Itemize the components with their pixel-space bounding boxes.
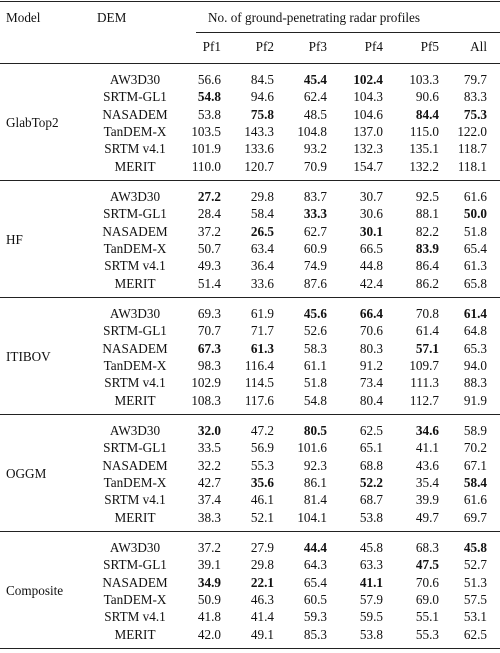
value-cell-pf5: 57.1: [415, 340, 439, 356]
value-cell-all: 70.2: [463, 440, 487, 456]
value-cell-pf1: 101.9: [191, 141, 221, 157]
value-cell-all: 122.0: [457, 123, 487, 139]
value-cell-pf2: 29.8: [250, 557, 274, 573]
value-cell-pf1: 33.5: [197, 440, 221, 456]
group-separator: [0, 180, 500, 181]
value-cell-pf5: 55.1: [415, 609, 439, 625]
model-label: HF: [6, 232, 23, 248]
group-separator: [0, 414, 500, 415]
value-cell-pf1: 102.9: [191, 375, 221, 391]
value-cell-all: 88.3: [463, 375, 487, 391]
value-cell-pf4: 41.1: [359, 574, 383, 590]
group-separator: [0, 297, 500, 298]
dem-label: AW3D30: [109, 423, 161, 438]
value-cell-pf5: 115.0: [409, 123, 439, 139]
model-label: GlabTop2: [6, 115, 59, 131]
dem-label: AW3D30: [109, 189, 161, 204]
value-cell-pf4: 68.8: [359, 457, 383, 473]
dem-label: TanDEM-X: [103, 357, 167, 373]
dem-label: SRTM v4.1: [104, 609, 166, 625]
model-label: Composite: [6, 583, 64, 599]
value-cell-pf4: 30.1: [359, 223, 383, 239]
header-model: Model: [6, 10, 41, 25]
value-cell-pf5: 35.4: [415, 474, 439, 490]
value-cell-pf4: 102.4: [353, 72, 383, 87]
value-cell-pf2: 114.5: [244, 375, 274, 391]
value-cell-pf2: 71.7: [250, 323, 274, 339]
value-cell-pf2: 41.4: [250, 609, 274, 625]
dem-label: TanDEM-X: [103, 240, 167, 256]
value-cell-pf5: 92.5: [415, 189, 439, 204]
dem-label: SRTM-GL1: [103, 557, 167, 573]
value-cell-all: 51.8: [463, 223, 487, 239]
value-cell-pf5: 49.7: [415, 509, 439, 525]
dem-label: AW3D30: [109, 540, 161, 555]
value-cell-pf4: 91.2: [359, 357, 383, 373]
value-cell-pf3: 81.4: [303, 492, 327, 508]
value-cell-pf2: 49.1: [250, 626, 274, 642]
value-cell-pf3: 45.4: [303, 72, 327, 87]
column-header-all: All: [470, 39, 487, 54]
value-cell-all: 69.7: [463, 509, 487, 525]
value-cell-pf1: 70.7: [197, 323, 221, 339]
value-cell-pf3: 83.7: [303, 189, 327, 204]
value-cell-pf2: 117.6: [244, 392, 274, 408]
value-cell-pf4: 66.5: [359, 240, 383, 256]
dem-label: AW3D30: [109, 306, 161, 321]
value-cell-all: 67.1: [463, 457, 487, 473]
value-cell-pf5: 111.3: [410, 375, 439, 391]
value-cell-pf5: 82.2: [415, 223, 439, 239]
value-cell-pf5: 132.2: [409, 158, 439, 174]
value-cell-pf2: 56.9: [250, 440, 274, 456]
value-cell-pf5: 88.1: [415, 206, 439, 222]
value-cell-pf2: 26.5: [250, 223, 274, 239]
value-cell-pf3: 54.8: [303, 392, 327, 408]
value-cell-pf3: 33.3: [303, 206, 327, 222]
value-cell-pf4: 57.9: [359, 591, 383, 607]
model-label: ITIBOV: [6, 349, 51, 365]
value-cell-all: 94.0: [463, 357, 487, 373]
value-cell-pf3: 101.6: [297, 440, 327, 456]
value-cell-pf4: 66.4: [359, 306, 383, 321]
value-cell-all: 61.6: [463, 492, 487, 508]
value-cell-all: 50.0: [463, 206, 487, 222]
value-cell-pf3: 44.4: [303, 540, 327, 555]
dem-label: MERIT: [114, 275, 156, 291]
value-cell-pf2: 33.6: [250, 275, 274, 291]
value-cell-pf1: 32.2: [197, 457, 221, 473]
value-cell-pf1: 49.3: [197, 258, 221, 274]
value-cell-pf3: 70.9: [303, 158, 327, 174]
value-cell-pf3: 62.7: [303, 223, 327, 239]
value-cell-pf3: 87.6: [303, 275, 327, 291]
value-cell-pf3: 48.5: [303, 106, 327, 122]
dem-label: SRTM-GL1: [103, 440, 167, 456]
value-cell-pf2: 22.1: [250, 574, 274, 590]
value-cell-pf3: 52.6: [303, 323, 327, 339]
header-dem: DEM: [97, 10, 127, 25]
value-cell-pf5: 70.8: [415, 306, 439, 321]
value-cell-all: 52.7: [463, 557, 487, 573]
group-separator: [0, 531, 500, 532]
value-cell-all: 61.4: [463, 306, 487, 321]
value-cell-pf2: 47.2: [250, 423, 274, 438]
value-cell-pf5: 86.4: [415, 258, 439, 274]
dem-label: NASADEM: [102, 457, 168, 473]
model-label: OGGM: [6, 466, 47, 482]
dem-label: AW3D30: [109, 72, 161, 87]
column-header-pf1: Pf1: [202, 39, 221, 54]
column-header-pf5: Pf5: [420, 39, 439, 54]
value-cell-pf1: 51.4: [197, 275, 221, 291]
value-cell-all: 53.1: [463, 609, 487, 625]
value-cell-pf2: 52.1: [250, 509, 274, 525]
value-cell-pf4: 62.5: [359, 423, 383, 438]
value-cell-pf3: 64.3: [303, 557, 327, 573]
value-cell-pf1: 37.4: [197, 492, 221, 508]
value-cell-pf2: 75.8: [250, 106, 274, 122]
value-cell-all: 118.7: [457, 141, 487, 157]
value-cell-pf1: 56.6: [197, 72, 221, 87]
value-cell-pf2: 116.4: [244, 357, 274, 373]
value-cell-all: 91.9: [463, 392, 487, 408]
value-cell-all: 61.3: [463, 258, 487, 274]
value-cell-pf1: 42.0: [197, 626, 221, 642]
value-cell-pf2: 61.9: [250, 306, 274, 321]
value-cell-all: 65.8: [463, 275, 487, 291]
value-cell-pf4: 137.0: [353, 123, 383, 139]
value-cell-pf1: 37.2: [197, 540, 221, 555]
dem-label: SRTM v4.1: [104, 258, 166, 274]
value-cell-all: 61.6: [463, 189, 487, 204]
value-cell-all: 65.4: [463, 240, 487, 256]
dem-label: MERIT: [114, 158, 156, 174]
column-header-pf2: Pf2: [255, 39, 274, 54]
header-group-rule: [196, 32, 500, 33]
value-cell-pf4: 30.7: [359, 189, 383, 204]
value-cell-pf3: 59.3: [303, 609, 327, 625]
value-cell-pf2: 63.4: [250, 240, 274, 256]
value-cell-pf4: 53.8: [359, 509, 383, 525]
value-cell-pf2: 36.4: [250, 258, 274, 274]
value-cell-pf1: 108.3: [191, 392, 221, 408]
dem-label: TanDEM-X: [103, 123, 167, 139]
header-group-title: No. of ground-penetrating radar profiles: [208, 10, 421, 25]
value-cell-all: 79.7: [463, 72, 487, 87]
value-cell-pf1: 54.8: [197, 89, 221, 105]
column-header-pf4: Pf4: [364, 39, 383, 54]
table-rule-top: [0, 1, 500, 2]
value-cell-pf3: 60.5: [303, 591, 327, 607]
value-cell-pf1: 42.7: [197, 474, 221, 490]
value-cell-pf2: 120.7: [244, 158, 274, 174]
value-cell-pf5: 83.9: [415, 240, 439, 256]
value-cell-pf5: 103.3: [409, 72, 439, 87]
dem-label: NASADEM: [102, 106, 168, 122]
value-cell-pf4: 80.3: [359, 340, 383, 356]
value-cell-all: 58.4: [463, 474, 487, 490]
value-cell-pf4: 45.8: [359, 540, 383, 555]
value-cell-pf4: 132.3: [353, 141, 383, 157]
value-cell-all: 62.5: [463, 626, 487, 642]
dem-label: SRTM v4.1: [104, 375, 166, 391]
value-cell-all: 118.1: [457, 158, 487, 174]
value-cell-pf5: 109.7: [409, 357, 439, 373]
value-cell-pf1: 69.3: [197, 306, 221, 321]
value-cell-pf5: 43.6: [415, 457, 439, 473]
value-cell-pf5: 84.4: [415, 106, 439, 122]
value-cell-pf4: 42.4: [359, 275, 383, 291]
value-cell-pf5: 55.3: [415, 626, 439, 642]
value-cell-pf4: 63.3: [359, 557, 383, 573]
dem-label: SRTM v4.1: [104, 141, 166, 157]
value-cell-pf5: 61.4: [415, 323, 439, 339]
value-cell-pf2: 35.6: [250, 474, 274, 490]
value-cell-pf2: 46.1: [250, 492, 274, 508]
value-cell-pf2: 133.6: [244, 141, 274, 157]
value-cell-pf5: 135.1: [409, 141, 439, 157]
value-cell-pf3: 60.9: [303, 240, 327, 256]
value-cell-pf4: 59.5: [359, 609, 383, 625]
value-cell-pf4: 65.1: [359, 440, 383, 456]
value-cell-pf4: 52.2: [359, 474, 383, 490]
value-cell-pf4: 53.8: [359, 626, 383, 642]
value-cell-pf1: 41.8: [197, 609, 221, 625]
value-cell-all: 65.3: [463, 340, 487, 356]
value-cell-pf3: 62.4: [303, 89, 327, 105]
value-cell-pf4: 73.4: [359, 375, 383, 391]
value-cell-pf1: 38.3: [197, 509, 221, 525]
value-cell-pf5: 86.2: [415, 275, 439, 291]
dem-label: MERIT: [114, 392, 156, 408]
value-cell-pf5: 69.0: [415, 591, 439, 607]
value-cell-pf5: 112.7: [409, 392, 439, 408]
value-cell-pf3: 80.5: [303, 423, 327, 438]
value-cell-pf3: 86.1: [303, 474, 327, 490]
value-cell-pf5: 90.6: [415, 89, 439, 105]
value-cell-pf1: 110.0: [191, 158, 221, 174]
dem-label: MERIT: [114, 626, 156, 642]
value-cell-pf1: 103.5: [191, 123, 221, 139]
value-cell-pf4: 44.8: [359, 258, 383, 274]
value-cell-all: 75.3: [463, 106, 487, 122]
value-cell-pf1: 50.9: [197, 591, 221, 607]
value-cell-pf1: 37.2: [197, 223, 221, 239]
value-cell-pf2: 55.3: [250, 457, 274, 473]
value-cell-pf3: 74.9: [303, 258, 327, 274]
value-cell-pf1: 34.9: [197, 574, 221, 590]
value-cell-all: 83.3: [463, 89, 487, 105]
value-cell-pf3: 51.8: [303, 375, 327, 391]
dem-label: TanDEM-X: [103, 474, 167, 490]
value-cell-pf1: 67.3: [197, 340, 221, 356]
value-cell-pf2: 84.5: [250, 72, 274, 87]
value-cell-pf3: 61.1: [303, 357, 327, 373]
value-cell-pf1: 98.3: [197, 357, 221, 373]
value-cell-all: 45.8: [463, 540, 487, 555]
value-cell-all: 64.8: [463, 323, 487, 339]
dem-label: SRTM-GL1: [103, 206, 167, 222]
value-cell-pf4: 68.7: [359, 492, 383, 508]
table-rule-bottom: [0, 648, 500, 649]
value-cell-pf5: 70.6: [415, 574, 439, 590]
value-cell-pf3: 85.3: [303, 626, 327, 642]
value-cell-pf1: 50.7: [197, 240, 221, 256]
value-cell-all: 51.3: [463, 574, 487, 590]
value-cell-pf2: 61.3: [250, 340, 274, 356]
value-cell-pf5: 34.6: [415, 423, 439, 438]
value-cell-pf3: 65.4: [303, 574, 327, 590]
column-header-pf3: Pf3: [308, 39, 327, 54]
value-cell-pf2: 94.6: [250, 89, 274, 105]
dem-label: NASADEM: [102, 223, 168, 239]
dem-label: MERIT: [114, 509, 156, 525]
value-cell-pf4: 104.3: [353, 89, 383, 105]
value-cell-pf5: 41.1: [415, 440, 439, 456]
value-cell-pf1: 32.0: [197, 423, 221, 438]
dem-label: NASADEM: [102, 340, 168, 356]
dem-label: SRTM-GL1: [103, 323, 167, 339]
value-cell-pf1: 27.2: [197, 189, 221, 204]
value-cell-pf1: 39.1: [197, 557, 221, 573]
value-cell-pf4: 154.7: [353, 158, 383, 174]
value-cell-pf2: 29.8: [250, 189, 274, 204]
value-cell-pf4: 70.6: [359, 323, 383, 339]
dem-label: SRTM-GL1: [103, 89, 167, 105]
value-cell-all: 57.5: [463, 591, 487, 607]
value-cell-pf2: 46.3: [250, 591, 274, 607]
dem-label: NASADEM: [102, 574, 168, 590]
value-cell-pf3: 45.6: [303, 306, 327, 321]
value-cell-pf3: 58.3: [303, 340, 327, 356]
value-cell-pf4: 104.6: [353, 106, 383, 122]
value-cell-pf1: 53.8: [197, 106, 221, 122]
value-cell-pf3: 92.3: [303, 457, 327, 473]
value-cell-pf5: 47.5: [415, 557, 439, 573]
value-cell-all: 58.9: [463, 423, 487, 438]
value-cell-pf4: 30.6: [359, 206, 383, 222]
value-cell-pf3: 104.8: [297, 123, 327, 139]
value-cell-pf2: 27.9: [250, 540, 274, 555]
value-cell-pf3: 104.1: [297, 509, 327, 525]
dem-label: SRTM v4.1: [104, 492, 166, 508]
value-cell-pf4: 80.4: [359, 392, 383, 408]
table-rule-header: [0, 63, 500, 64]
value-cell-pf1: 28.4: [197, 206, 221, 222]
value-cell-pf3: 93.2: [303, 141, 327, 157]
value-cell-pf2: 143.3: [244, 123, 274, 139]
value-cell-pf2: 58.4: [250, 206, 274, 222]
value-cell-pf5: 39.9: [415, 492, 439, 508]
dem-label: TanDEM-X: [103, 591, 167, 607]
value-cell-pf5: 68.3: [415, 540, 439, 555]
